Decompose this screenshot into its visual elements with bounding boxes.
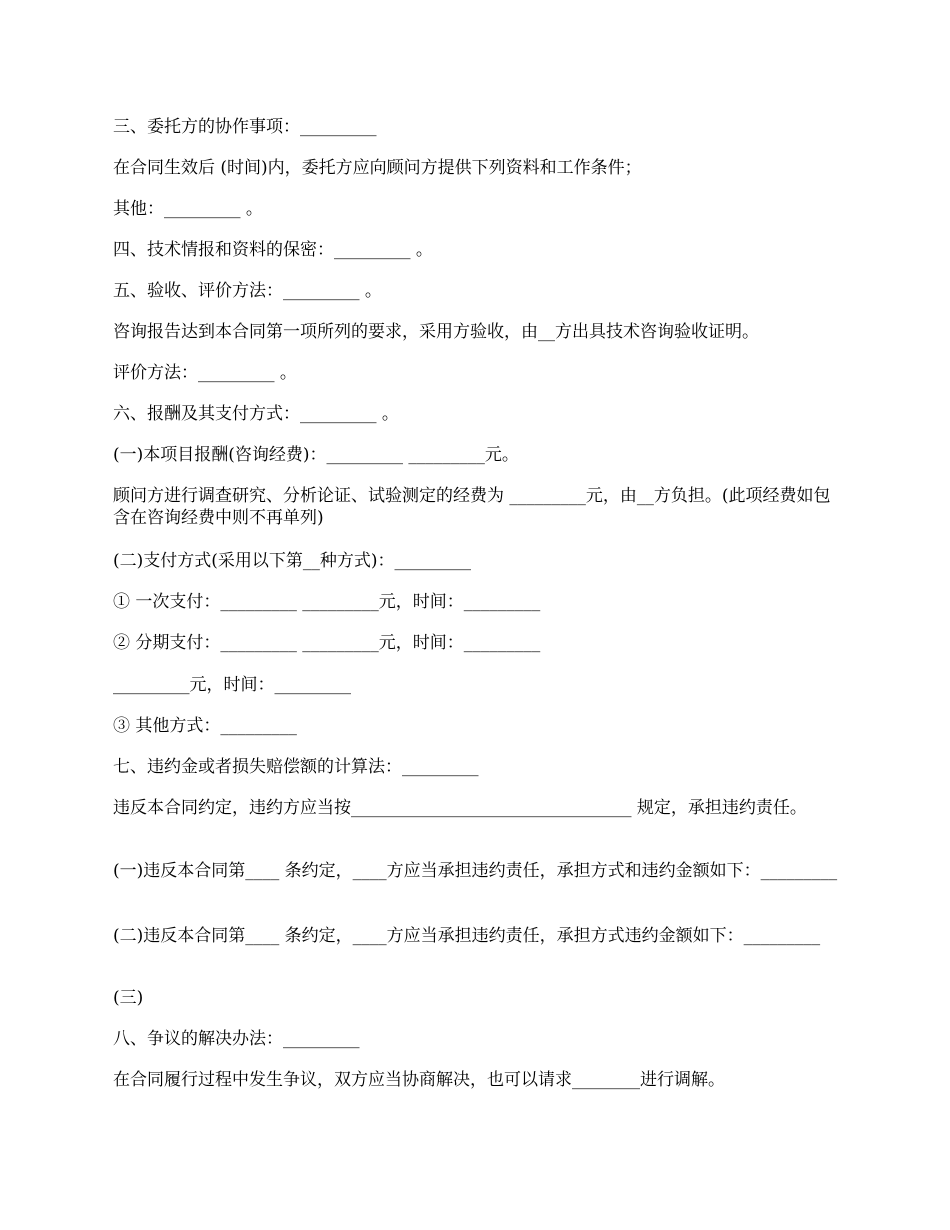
paragraph-research-costs: 顾问方进行调查研究、分析论证、试验测定的经费为 _________元，由__方负担。(此项经费如包含在咨询经费中则不再单列) xyxy=(113,486,831,528)
paragraph-other: 其他：_________ 。 xyxy=(113,199,263,219)
section-4-heading: 四、技术情报和资料的保密：_________ 。 xyxy=(113,240,433,260)
paragraph-installments: ② 分期支付：_________ _________元，时间：_________ xyxy=(113,633,541,653)
paragraph-installment-line: _________元，时间：_________ xyxy=(113,675,351,695)
section-3-heading: 三、委托方的协作事项：_________ xyxy=(113,117,377,137)
paragraph-client-provisions: 在合同生效后 (时间)内，委托方应向顾问方提供下列资料和工作条件； xyxy=(113,158,642,178)
paragraph-evaluation-method: 评价方法：_________ 。 xyxy=(113,363,297,383)
paragraph-breach-2: (二)违反本合同第____ 条约定，____方应当承担违约责任，承担方式违约金额如下：_________ xyxy=(113,926,821,946)
paragraph-payment-method: (二)支付方式(采用以下第__种方式)：_________ xyxy=(113,551,472,571)
section-7-heading: 七、违约金或者损失赔偿额的计算法：_________ xyxy=(113,757,479,777)
paragraph-lump-sum: ① 一次支付：_________ _________元，时间：_________ xyxy=(113,592,541,612)
paragraph-acceptance: 咨询报告达到本合同第一项所列的要求，采用方验收，由__方出具技术咨询验收证明。 xyxy=(113,322,759,342)
paragraph-other-methods: ③ 其他方式：_________ xyxy=(113,716,297,736)
paragraph-dispute-resolution: 在合同履行过程中发生争议，双方应当协商解决，也可以请求________进行调解。 xyxy=(113,1070,725,1090)
paragraph-project-fee: (一)本项目报酬(咨询经费)：_________ _________元。 xyxy=(113,445,519,465)
paragraph-breach: 违反本合同约定，违约方应当按_________________________________ 规定，承担违约责任。 xyxy=(113,798,807,818)
section-8-heading: 八、争议的解决办法：_________ xyxy=(113,1029,360,1049)
section-5-heading: 五、验收、评价方法：_________ 。 xyxy=(113,281,382,301)
paragraph-breach-1: (一)违反本合同第____ 条约定，____方应当承担违约责任，承担方式和违约金额如下：_________ xyxy=(113,861,838,881)
section-6-heading: 六、报酬及其支付方式：_________ 。 xyxy=(113,404,399,424)
paragraph-breach-3: (三) xyxy=(113,988,144,1008)
